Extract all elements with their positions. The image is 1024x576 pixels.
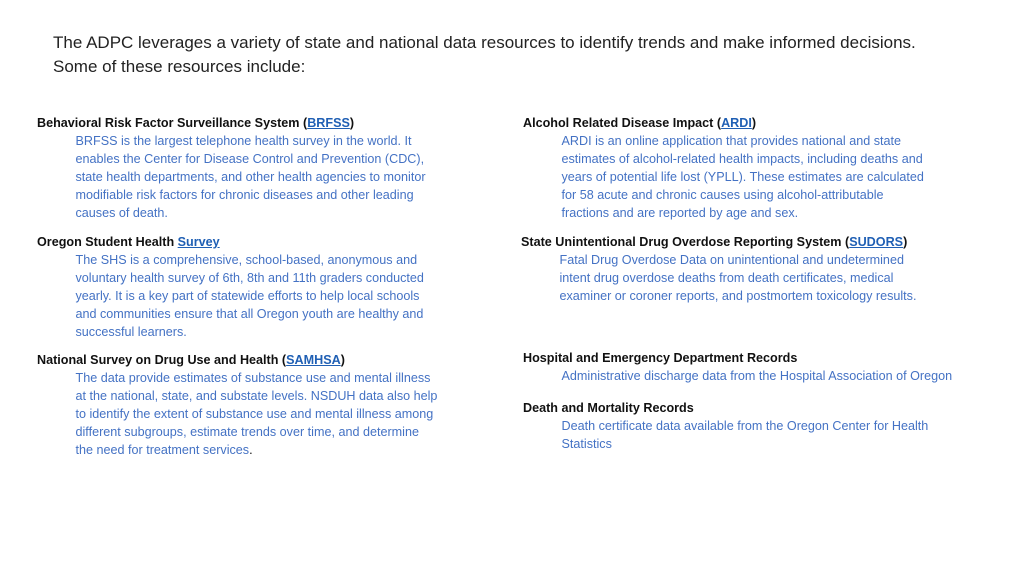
resource-title: Hospital and Emergency Department Records (523, 351, 798, 365)
resource-description: Fatal Drug Overdose Data on unintentional and undetermined intent drug overdose deaths from death certificates, medical examiner or coroner reports, and postmortem toxicology results. (559, 253, 917, 303)
sudors-link[interactable]: SUDORS (849, 235, 904, 249)
resource-nsduh (37, 351, 497, 459)
resource-death-mortality-records (523, 399, 1013, 453)
resource-title: State Unintentional Drug Overdose Reporting System (SUDORS) (521, 235, 908, 249)
resource-title: Alcohol Related Disease Impact (ARDI) (523, 116, 757, 130)
samhsa-link[interactable]: SAMHSA (286, 353, 341, 367)
intro-line-2: Some of these resources include: (53, 56, 306, 76)
brfss-link[interactable]: BRFSS (307, 116, 350, 130)
resource-description: Death certificate data available from the Oregon Center for Health Statistics (561, 419, 929, 451)
resource-hospital-ed-records (523, 349, 1013, 385)
resource-description: Administrative discharge data from the Hospital Association of Oregon (561, 369, 953, 383)
intro-line-1: The ADPC leverages a variety of state and national data resources to identify trends and make informed decisions. (53, 33, 916, 52)
resource-description: The SHS is a comprehensive, school-based, anonymous and voluntary health survey of 6th, 8th and 11th graders conducted yearly. It is a key part of statewide efforts to help local schools and communities ensure that all Oregon youth are healthy and successful learners. (75, 253, 424, 339)
ardi-link[interactable]: ARDI (721, 116, 752, 130)
survey-link[interactable]: Survey (177, 235, 220, 249)
resource-brfss (37, 114, 497, 222)
resource-description: ARDI is an online application that provides national and state estimates of alcohol-related health impacts, including deaths and years of potential life lost (YPLL). These estimates are calculated for 58 acute and chronic causes using alcohol-attributable fractions and are reported by age and sex. (561, 134, 924, 220)
resource-oregon-student-health-survey (37, 233, 497, 341)
resource-sudors (521, 233, 1011, 305)
resource-title: National Survey on Drug Use and Health (SAMHSA) (37, 353, 345, 367)
resource-ardi (523, 114, 1013, 222)
resource-description: The data provide estimates of substance use and mental illness at the national, state, and substate levels. NSDUH data also help to identify the extent of substance use and mental illness among different subgroups, estimate trends over time, and determine the need for treatment services. (75, 371, 438, 457)
resource-title: Oregon Student Health Survey (37, 235, 220, 249)
resource-title: Behavioral Risk Factor Surveillance System (BRFSS) (37, 116, 355, 130)
resource-description: BRFSS is the largest telephone health survey in the world. It enables the Center for Disease Control and Prevention (CDC), state health departments, and other health agencies to monitor modifiable risk factors for chronic diseases and other leading causes of death. (75, 134, 426, 220)
resource-title: Death and Mortality Records (523, 401, 694, 415)
intro-paragraph (53, 31, 1003, 78)
